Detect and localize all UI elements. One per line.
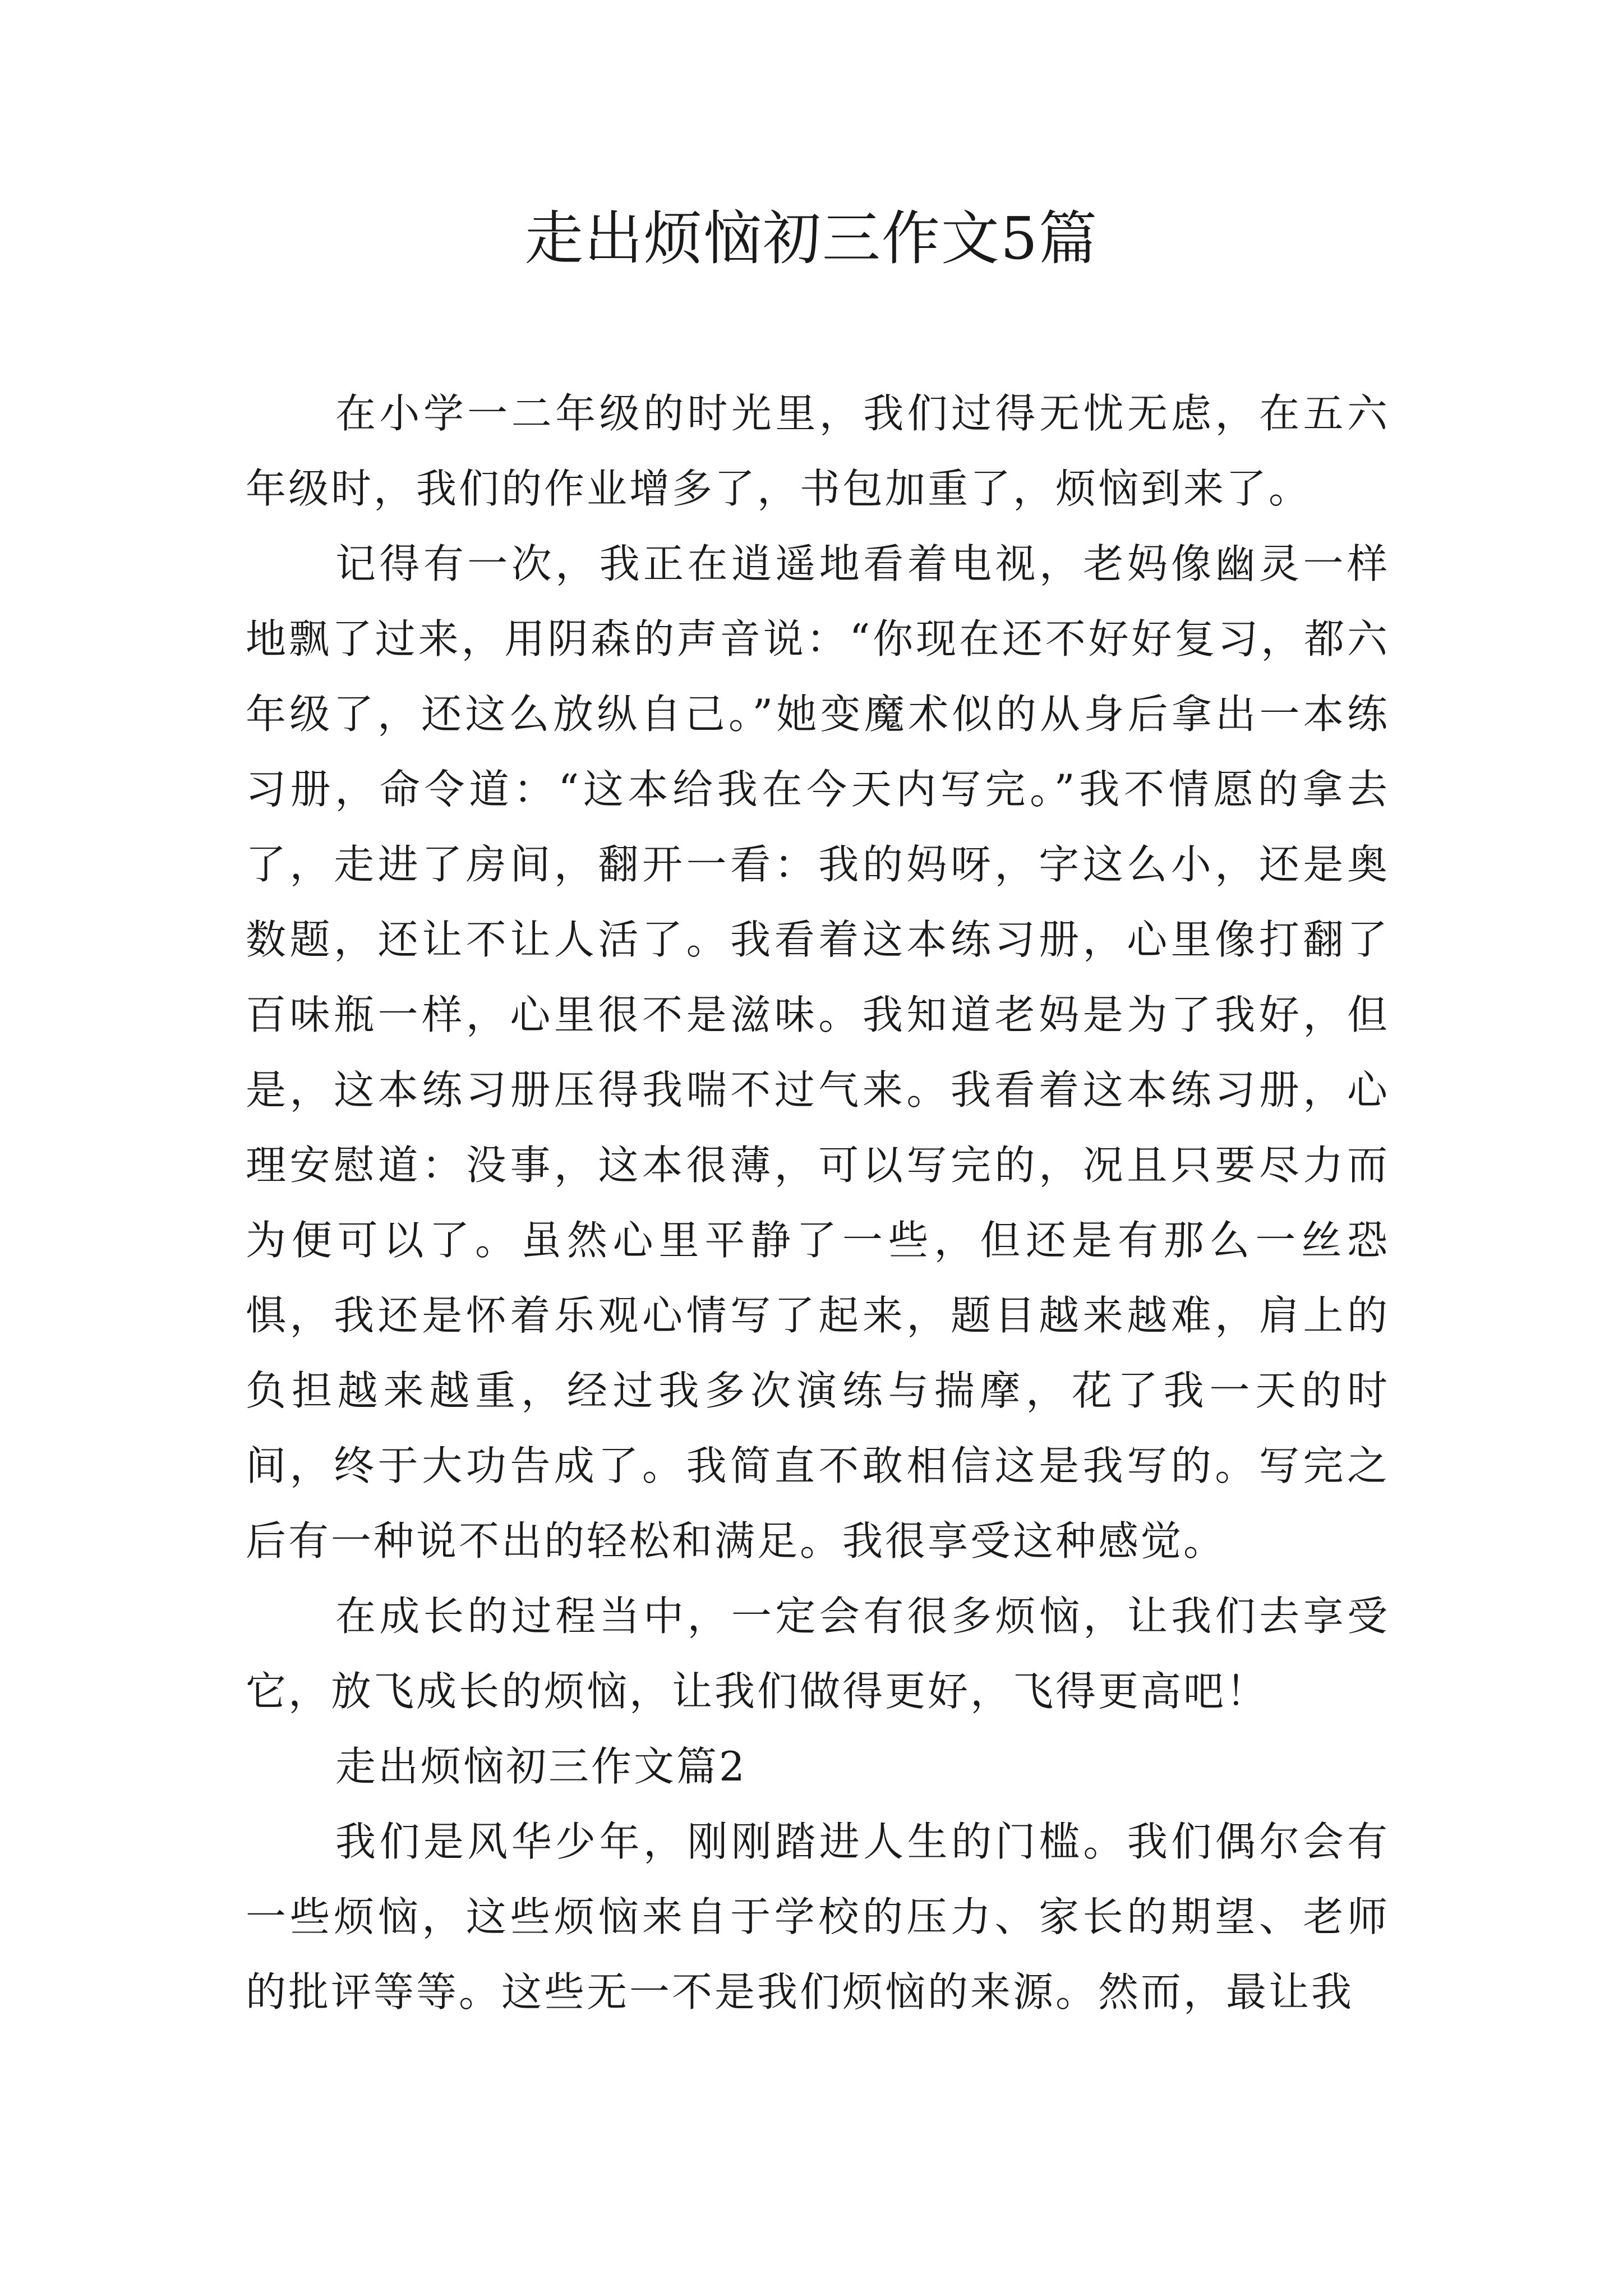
document-body	[246, 376, 1390, 2030]
paragraph-4: 我们是风华少年，刚刚踏进人生的门槛。我们偶尔会有一些烦恼，这些烦恼来自于学校的压力、家长的期望、老师的批评等等。这些无一不是我们烦恼的来源。然而，最让我	[246, 1818, 1390, 2016]
paragraph-1: 在小学一二年级的时光里，我们过得无忧无虑，在五六年级时，我们的作业增多了，书包加重了，烦恼到来了。	[246, 390, 1390, 512]
paragraph-3: 在成长的过程当中，一定会有很多烦恼，让我们去享受它，放飞成长的烦恼，让我们做得更好，飞得更高吧！	[246, 1593, 1390, 1715]
paragraph-2: 记得有一次，我正在逍遥地看着电视，老妈像幽灵一样地飘了过来，用阴森的声音说：“你现在还不好好复习，都六年级了，还这么放纵自己。”她变魔术似的从身后拿出一本练习册，命令道：“这本给我在今天内写完。”我不情愿的拿去了，走进了房间，翻开一看：我的妈呀，字这么小，还是奥数题，还让不让人活了。我看着这本练习册，心里像打翻了百味瓶一样，心里很不是滋味。我知道老妈是为了我好，但是，这本练习册压得我喘不过气来。我看着这本练习册，心理安慰道：没事，这本很薄，可以写完的，况且只要尽力而为便可以了。虽然心里平静了一些，但还是有那么一丝恐惧，我还是怀着乐观心情写了起来，题目越来越难，肩上的负担越来越重，经过我多次演练与揣摩，花了我一天的时间，终于大功告成了。我简直不敢相信这是我写的。写完之后有一种说不出的轻松和满足。我很享受这种感觉。	[246, 540, 1390, 1565]
section-heading-2: 走出烦恼初三作文篇2	[335, 1743, 747, 1790]
document-title: 走出烦恼初三作文5篇	[524, 204, 1099, 273]
